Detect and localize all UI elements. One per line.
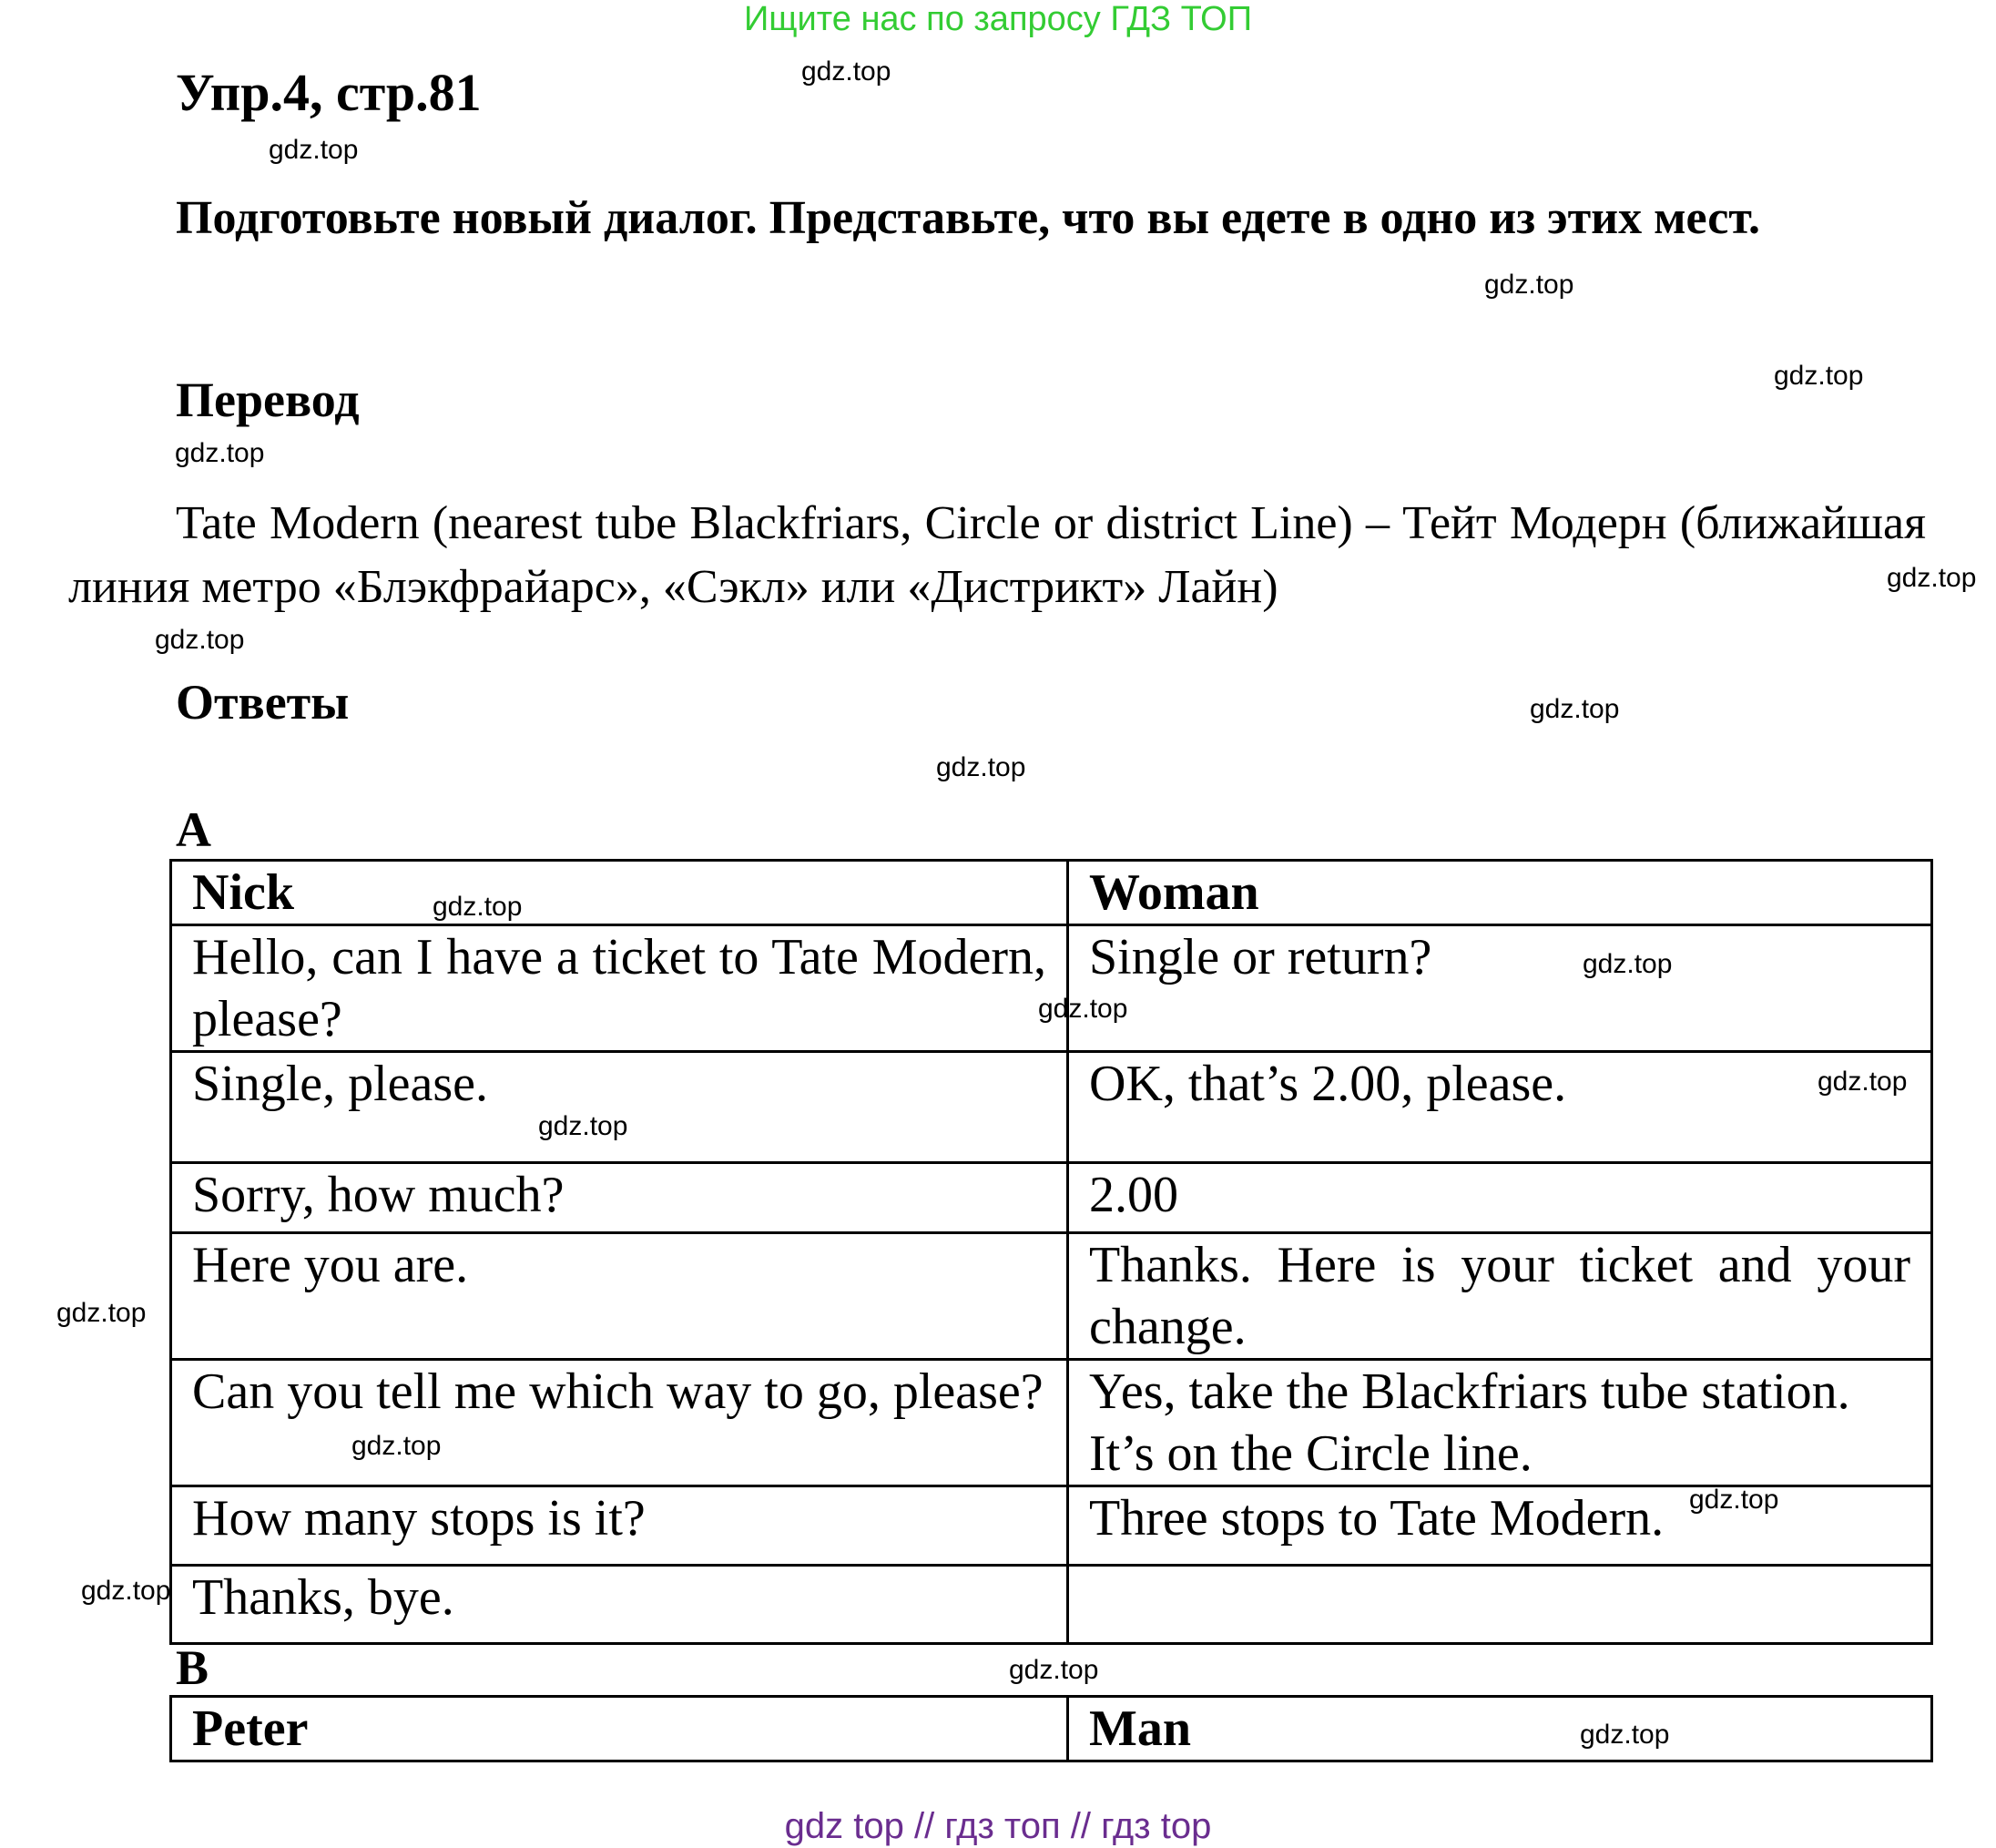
watermark: gdz.top [1484,270,1574,300]
nick-line: Hello, can I have a ticket to Tate Modern, please? [171,925,1068,1052]
nick-line: Thanks, bye. [171,1566,1068,1644]
nick-line: Single, please. [171,1052,1068,1163]
table-row [171,1360,1932,1486]
table-row [171,1233,1932,1360]
watermark: gdz.top [155,625,245,655]
answers-heading: Ответы [176,675,350,730]
table-row [171,1052,1932,1163]
watermark: gdz.top [1818,1067,1908,1097]
table-row [171,1163,1932,1233]
translation-heading: Перевод [176,373,360,427]
watermark: gdz.top [269,135,359,165]
table-row [171,925,1932,1052]
header-woman: Woman [1068,861,1932,925]
watermark: gdz.top [1580,1720,1670,1750]
table-row [171,1486,1932,1566]
search-banner: Ищите нас по запросу ГДЗ ТОП [743,0,1253,38]
woman-line: Thanks. Here is your ticket and your change. [1068,1233,1932,1360]
section-b-label: B [176,1640,209,1695]
page-title: Упр.4, стр.81 [176,63,482,122]
watermark: gdz.top [1774,361,1864,391]
watermark: gdz.top [433,892,523,922]
nick-line: Can you tell me which way to go, please? [171,1360,1068,1486]
watermark: gdz.top [1583,949,1673,979]
footer-watermark: gdz top // гдз топ // гдз top [784,1806,1212,1846]
watermark: gdz.top [351,1431,442,1461]
translation-text: Tate Modern (nearest tube Blackfriars, Circle or district Line) – Тейт Модерн (ближайшая линия метро «Блэкфрайарс», «Сэкл» или «Дистрикт» Лайн) [68,497,1926,613]
nick-line: How many stops is it? [171,1486,1068,1566]
section-a-label: A [176,802,211,857]
watermark: gdz.top [56,1298,147,1328]
woman-line: 2.00 [1068,1163,1932,1233]
watermark: gdz.top [936,752,1026,782]
watermark: gdz.top [801,56,891,87]
watermark: gdz.top [1009,1655,1099,1685]
task-text: Подготовьте новый диалог. Представьте, что вы едете в одно из этих мест. [176,192,1760,244]
woman-line: OK, that’s 2.00, please. [1068,1052,1932,1163]
watermark: gdz.top [1887,563,1977,593]
watermark: gdz.top [81,1576,171,1606]
nick-line: Here you are. [171,1233,1068,1360]
watermark: gdz.top [1038,994,1128,1024]
woman-line: Three stops to Tate Modern. [1068,1486,1932,1566]
watermark: gdz.top [538,1111,628,1141]
watermark: gdz.top [175,438,265,468]
header-nick: Nick [171,861,1068,925]
watermark: gdz.top [1689,1485,1779,1515]
header-peter: Peter [171,1697,1068,1761]
nick-line: Sorry, how much? [171,1163,1068,1233]
header-man: Man [1068,1697,1932,1761]
woman-line: Single or return? [1068,925,1932,1052]
woman-line: Yes, take the Blackfriars tube station. It’s on the Circle line. [1068,1360,1932,1486]
watermark: gdz.top [1530,694,1620,724]
woman-line [1068,1566,1932,1644]
table-row [171,1566,1932,1644]
